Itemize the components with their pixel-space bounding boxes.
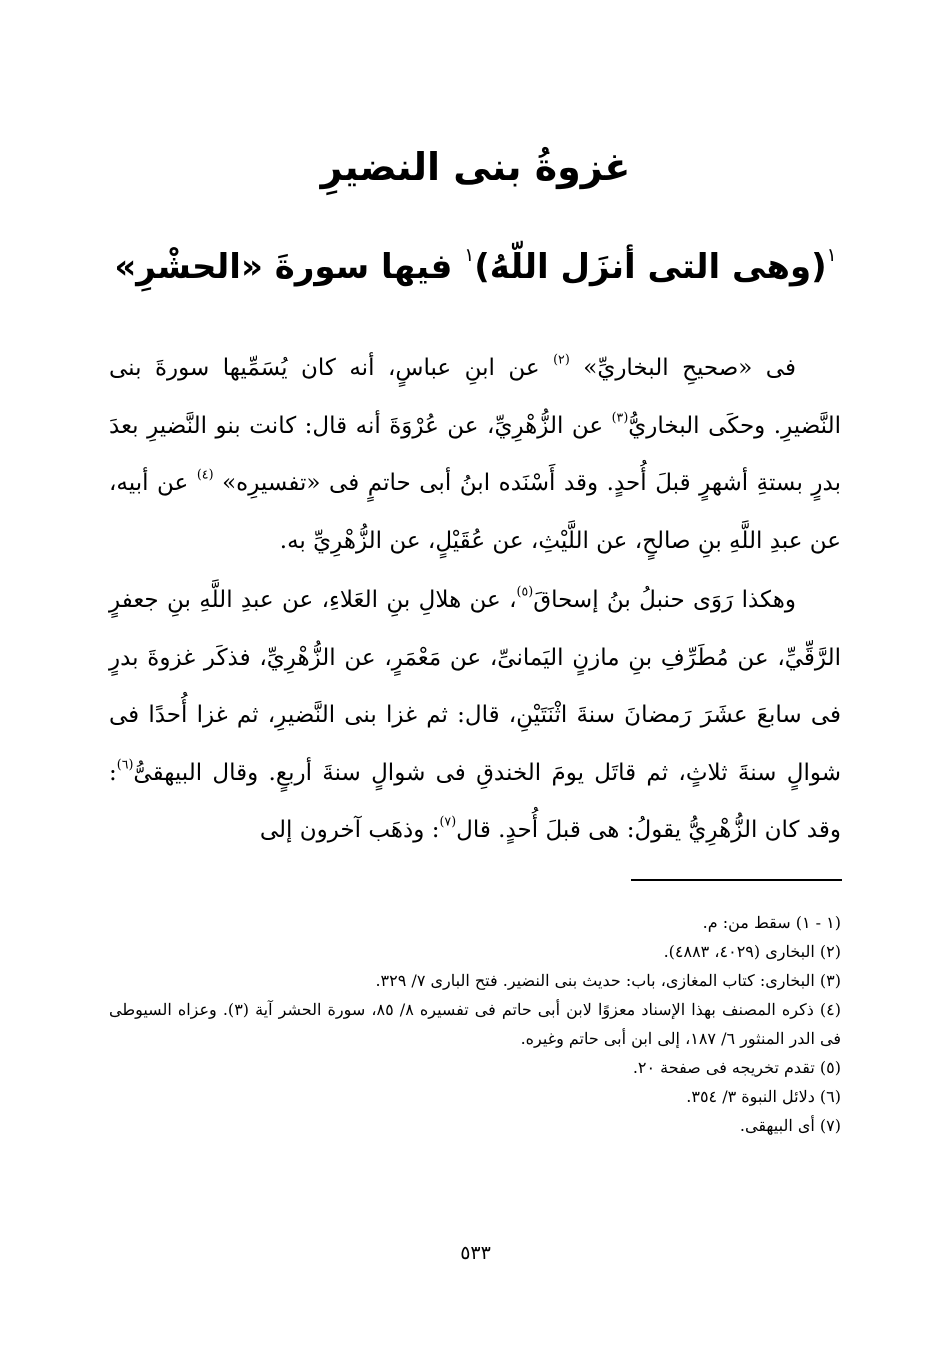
chapter-subtitle bbox=[100, 240, 851, 294]
footnote-marker: (٦) bbox=[116, 756, 134, 772]
footnote-item: (٦) دلائل النبوة ٣/ ٣٥٤. bbox=[686, 1087, 841, 1106]
footnote-marker: (٤) bbox=[196, 466, 214, 482]
text-run: ، عن هلالِ بنِ العَلاءِ، عن عبدِ اللَّهِ بنِ جعفرٍ الرَّقِّيِّ، عن مُطَرِّفِ بنِ مازنٍ اليَمانىِّ، عن مَعْمَرٍ، عن الزُّهْرِيِّ، فذكَر غزوةَ بدرٍ فى سابعَ عشَرَ رَمضانَ سنةَ اثْنَتَيْنِ، قال: ثم غزا بنى النَّضيرِ، ثم غزا أُحدًا فى شوالٍ سنةَ ثلاثٍ، ثم قاتَل يومَ الخندقِ فى شوالٍ سنةَ أربعٍ. وقال البيهقىُّ bbox=[109, 587, 841, 786]
text-run: عن ابنِ عباسٍ، أنه كان يُسَمِّيها سورةَ بنى النَّضيرِ. وحكَى البخاريُّ bbox=[109, 355, 841, 439]
footnote-marker: (٥) bbox=[516, 583, 534, 599]
text-run: عن أبيه، عن عبدِ اللَّهِ بنِ صالحٍ، عن اللَّيْثِ، عن عُقَيْلٍ، عن الزُّهْرِيِّ به. bbox=[109, 470, 841, 554]
text-run: : وقد كان الزُّهْرِيُّ يقولُ: هى قبلَ أُحدٍ. قال bbox=[109, 759, 841, 843]
footnote-marker: (٢) bbox=[553, 351, 570, 367]
text-run: فى «صحيحِ البخاريِّ» bbox=[569, 355, 796, 381]
chapter-title: غزوةُ بنى النضيرِ bbox=[320, 145, 631, 189]
footnote-marker: (٧) bbox=[439, 813, 457, 829]
paragraph-2 bbox=[109, 572, 841, 860]
subtitle-close-paren: ) bbox=[474, 247, 490, 287]
footnote-marker: (٣) bbox=[611, 409, 629, 425]
footnote-item: (٤) ذكره المصنف بهذا الإسناد معزوًا لابن أبى حاتم فى تفسيره ٨/ ٨٥، سورة الحشر آية (٣). وعزاه السيوطى فى الدر المنثور ٦/ ١٨٧، إلى ابن أبى حاتم وغيره. bbox=[109, 1000, 842, 1048]
subtitle-text-before: وهى التى أنزَل اللّهُ bbox=[489, 247, 812, 287]
paragraph-1 bbox=[109, 340, 841, 570]
footnotes-list bbox=[109, 908, 841, 1140]
subtitle-open-paren: ( bbox=[811, 247, 827, 287]
footnote-item: (٢) البخارى (٤٠٢٩، ٤٨٨٣). bbox=[663, 942, 841, 961]
footnote-item: (٣) البخارى: كتاب المغازى، باب: حديث بنى النضير. فتح البارى ٧/ ٣٢٩. bbox=[375, 971, 841, 990]
page-number: ٥٣٣ bbox=[460, 1242, 491, 1264]
text-run: : وذهَب آخرون إلى bbox=[259, 817, 440, 843]
footnote-separator bbox=[631, 879, 842, 881]
subtitle-text-after: فيها سورةَ «الحشْرِ» bbox=[114, 247, 453, 287]
footnote-item: (١ - ١) سقط من: م. bbox=[702, 913, 841, 932]
text-run: عن الزُّهْرِيِّ، عن عُرْوَةَ أنه قال: كانت بنو النَّضيرِ بعدَ بدرٍ بستةِ أشهرٍ قبلَ أُحدٍ. وقد أَسْنَده ابنُ أبى حاتمٍ فى «تفسيرِه» bbox=[109, 412, 842, 496]
footnote-item: (٧) أى البيهقى. bbox=[739, 1116, 841, 1135]
text-run: وهكذا رَوَى حنبلُ بنُ إسحاقَ bbox=[533, 587, 796, 613]
subtitle-open-marker: ١ bbox=[826, 245, 837, 267]
subtitle-mid-marker: ١ bbox=[464, 245, 475, 267]
footnote-item: (٥) تقدم تخريجه فى صفحة ٢٠. bbox=[632, 1058, 841, 1077]
